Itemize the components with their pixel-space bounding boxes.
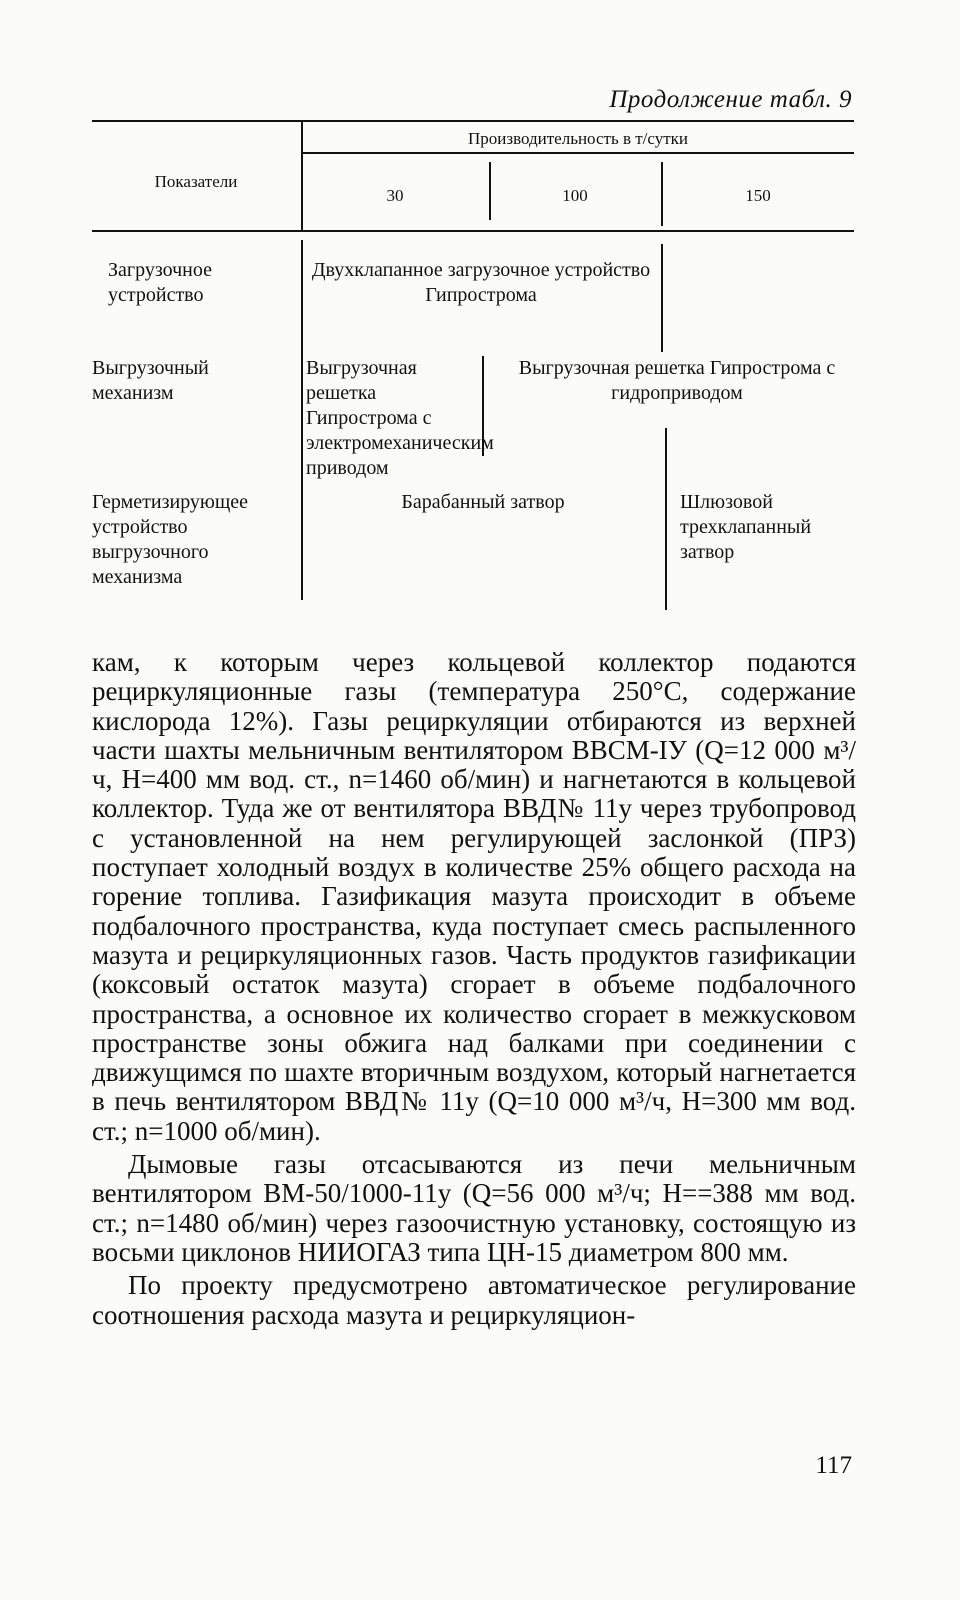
column-divider-150-row3 [665,428,667,610]
capacity-header-30: 30 [386,186,404,205]
capacity-header-100: 100 [562,186,588,205]
paragraph-2: Дымовые газы отсасываются из печи мельничным вентилятором ВМ-50/1000-11у (Q=56 000 м³/ч; H==388 мм вод. ст.; n=1480 об/мин) через газоочистную установку, состоящую из восьми циклонов НИИОГАЗ типа ЦН-15 диаметром 800 мм. [92,1149,856,1267]
cell-unloading-mechanism-30: Выгрузочная решетка Гипрострома с электромеханическим приводом [306,357,494,479]
column-divider-label-body [301,240,303,600]
table-header-rule [92,230,854,232]
cell-loading-device-30-100: Двухклапанное загрузочное устройство Гипрострома [311,259,651,306]
group-header-rule [302,152,854,154]
cell-sealing-device-30-100: Барабанный затвор [401,491,565,513]
column-divider-150-row1 [661,244,663,352]
cell-unloading-mechanism-100-150: Выгрузочная решетка Гипрострома с гидроприводом [518,357,836,404]
table-continuation-caption: Продолжение табл. 9 [609,86,852,113]
paragraph-1: кам, к которым через кольцевой коллектор подаются рециркуляционные газы (температура 250°С, содержание кислорода 12%). Газы рециркуляции отбираются из верхней части шахты мельничным вентилятором ВВСМ-IУ (Q=12 000 м³/ч, H=400 мм вод. ст., n=1460 об/мин) и нагнетаются в кольцевой коллектор. Туда же от вентилятора ВВД№ 11у через трубопровод с установленной на нем регулирующей заслонкой (ПРЗ) поступает холодный воздух в количестве 25% общего расхода на горение топлива. Газификация мазута происходит в объеме подбалочного пространства, куда поступает смесь распыленного мазута и рециркуляционных газов. Часть продуктов газификации (коксовый остаток мазута) сгорает в объеме подбалочного пространства, а основное их количество сгорает в межкусковом пространстве зоны обжига над балками при соединении с движущимся по шахте вторичным воздухом, который нагнетается в печь вентилятором ВВД№ 11у (Q=10 000 м³/ч, H=300 мм вод. ст.; n=1000 об/мин). [92,647,856,1146]
cell-sealing-device-150: Шлюзовой трехклапанный затвор [680,491,812,563]
table-top-rule [92,120,854,122]
row-label-loading-device: Загрузочное устройство [108,259,212,306]
capacity-header-150: 150 [745,186,771,205]
page-number: 117 [815,1452,852,1479]
row-label-sealing-device: Герметизирующее устройство выгрузочного механизма [92,491,249,588]
row-label-unloading-mechanism: Выгрузочный механизм [92,357,209,404]
body-text [92,648,856,1330]
group-header-capacity: Производительность в т/сутки [467,129,688,148]
paragraph-3: По проекту предусмотрено автоматическое регулирование соотношения расхода мазута и рециркуляцион- [92,1270,856,1330]
column-header-indicators: Показатели [154,172,238,191]
